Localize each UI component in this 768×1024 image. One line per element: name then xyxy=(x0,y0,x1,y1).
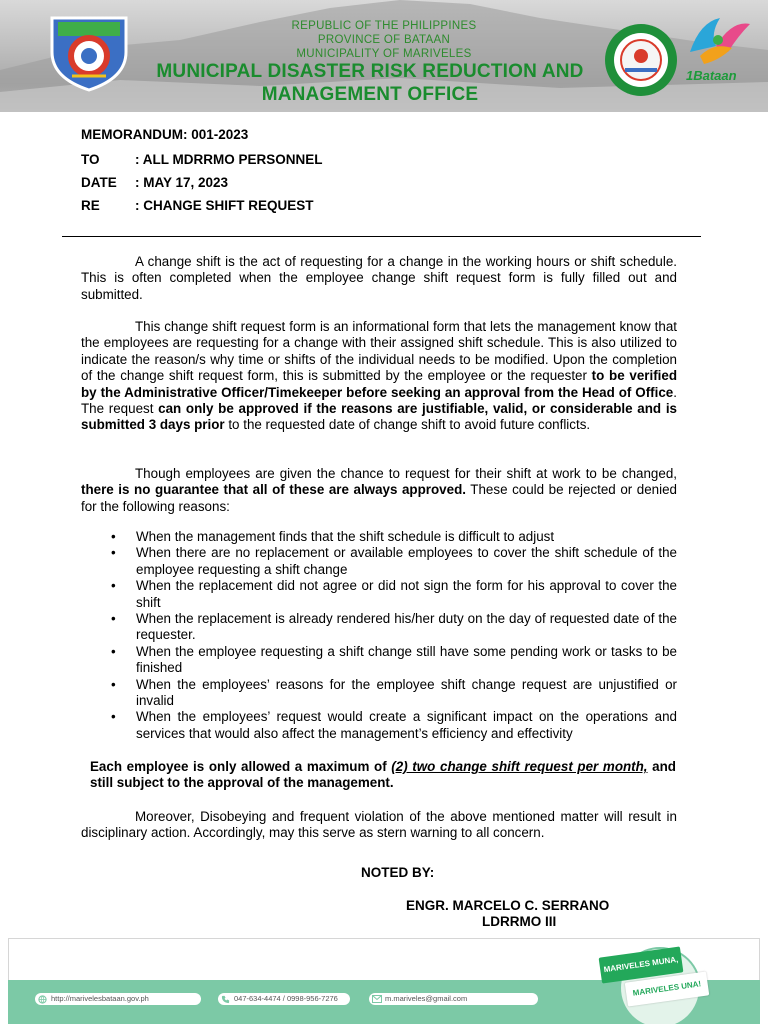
email-contact[interactable] xyxy=(369,993,538,1005)
shift-limit-part-c: and still subject to the approval of the management. xyxy=(90,759,676,791)
list-item xyxy=(81,709,677,742)
gov-line-republic: REPUBLIC OF THE PHILIPPINES xyxy=(291,20,477,32)
bullet-icon: • xyxy=(111,578,116,594)
shift-limit-underlined: (2) two change shift request per month, xyxy=(391,759,648,774)
memo-number: MEMORANDUM: 001-2023 xyxy=(81,127,249,142)
gov-line-province: PROVINCE OF BATAAN xyxy=(317,34,451,46)
mariveles-seal-icon xyxy=(601,22,681,98)
list-item-text: When the management finds that the shift schedule is difficult to adjust xyxy=(136,529,555,544)
list-item xyxy=(81,529,677,545)
list-item xyxy=(81,677,677,710)
header-divider xyxy=(62,236,701,237)
phone-number[interactable]: 047-634-4474 / 0998-956-7276 xyxy=(234,994,338,1003)
bataan-logo-text: 1Bataan xyxy=(686,68,737,83)
noted-by-label: NOTED BY: xyxy=(361,865,435,880)
list-item-text: When the replacement is already rendered his/her duty on the day of requested date of the requester. xyxy=(136,611,677,643)
paragraph-5: Moreover, Disobeying and frequent violation of the above mentioned matter will result in disciplinary action. Accordingly, may this serve as stern warning to all concern. xyxy=(81,809,677,841)
slogan-mariveles-muna: MARIVELES MUNA, xyxy=(599,946,684,983)
paragraph-3-part-a: Though employees are given the chance to request for their shift at work to be changed, xyxy=(135,466,677,481)
paragraph-2 xyxy=(81,319,677,434)
memo-to-row xyxy=(81,152,323,167)
rejection-reasons-list xyxy=(81,529,677,742)
memo-date-value: : MAY 17, 2023 xyxy=(135,175,229,190)
paragraph-2-part-a: This change shift request form is an informational form that lets the management know that the employees are requesting for a change with their assigned shift schedule. This is also utilized to indicate the reason/s why time or shifts of the individual needs to be modified. Upon the completion of the change shift request form, this is submitted by the employee or the requester xyxy=(81,319,677,384)
memo-re-value: : CHANGE SHIFT REQUEST xyxy=(135,198,314,213)
list-item-text: When the employees’ request would create a significant impact on the operations and services that would also affect the management’s efficiency and effectivity xyxy=(136,709,677,741)
paragraph-3 xyxy=(81,466,677,515)
list-item xyxy=(81,545,677,578)
paragraph-3-part-c: These could be rejected or denied for the following reasons: xyxy=(81,482,678,514)
phone-icon xyxy=(221,995,230,1004)
shift-limit-statement xyxy=(90,759,676,792)
gov-line-municipality: MUNICIPALITY OF MARIVELES xyxy=(296,48,472,60)
paragraph-2-part-c: . The request xyxy=(81,384,677,417)
list-item xyxy=(81,578,677,611)
memo-re-label: RE xyxy=(81,198,100,213)
paragraph-1: A change shift is the act of requesting for a change in the working hours or shift schedule. This is often completed when the employee change shift request form is fully filled out and submitted. xyxy=(81,254,677,302)
paragraph-2-bold-verified: to be verified by the Administrative Officer/Timekeeper before seeking an approval from the Head of Office xyxy=(81,368,678,400)
bullet-icon: • xyxy=(111,529,116,544)
list-item-text: When the replacement did not agree or did not sign the form for his approval to cover the shift xyxy=(136,578,677,610)
memo-to-value: : ALL MDRRMO PERSONNEL xyxy=(135,152,323,167)
paragraph-2-bold-approved: can only be approved if the reasons are justifiable, valid, or considerable and is submitted 3 days prior xyxy=(81,401,677,433)
paragraph-3-bold-guarantee: there is no guarantee that all of these are always approved. xyxy=(81,482,466,498)
phone-contact[interactable] xyxy=(218,993,350,1005)
bullet-icon: • xyxy=(111,709,116,725)
list-item-text: When the employee requesting a shift change still have some pending work or tasks to be finished xyxy=(136,643,677,676)
website-contact[interactable] xyxy=(35,993,201,1005)
signatory-title: LDRRMO III xyxy=(482,914,557,929)
signatory-name: ENGR. MARCELO C. SERRANO xyxy=(406,898,610,913)
bullet-icon: • xyxy=(111,676,116,692)
envelope-icon xyxy=(372,995,382,1003)
paragraph-2-part-e: to the requested date of change shift to avoid future conflicts. xyxy=(224,417,591,433)
globe-icon xyxy=(38,995,47,1004)
shift-limit-part-a: Each employee is only allowed a maximum of xyxy=(90,759,392,774)
slogan-mariveles-una: MARIVELES UNA! xyxy=(625,971,710,1006)
list-item-text: When the employees’ reasons for the employee shift change request are unjustified or invalid xyxy=(136,676,677,709)
list-item-text: When there are no replacement or available employees to cover the shift schedule of the employee requesting a shift change xyxy=(136,545,677,577)
website-link[interactable]: http://marivelesbataan.gov.ph xyxy=(51,994,149,1003)
bataan-logo-icon xyxy=(680,12,754,72)
memo-date-label: DATE xyxy=(81,175,117,190)
list-item xyxy=(81,611,677,644)
letterhead xyxy=(0,0,768,112)
memo-to-label: TO xyxy=(81,152,100,167)
email-address[interactable]: m.mariveles@gmail.com xyxy=(385,994,468,1003)
bullet-icon: • xyxy=(111,611,116,627)
office-title-line-2: MANAGEMENT OFFICE xyxy=(261,84,479,105)
memo-date-row xyxy=(81,175,228,190)
bullet-icon: • xyxy=(111,643,116,659)
office-title-line-1: MUNICIPAL DISASTER RISK REDUCTION AND xyxy=(156,61,584,82)
list-item xyxy=(81,644,677,677)
bullet-icon: • xyxy=(111,545,116,561)
memo-re-row xyxy=(81,198,314,213)
